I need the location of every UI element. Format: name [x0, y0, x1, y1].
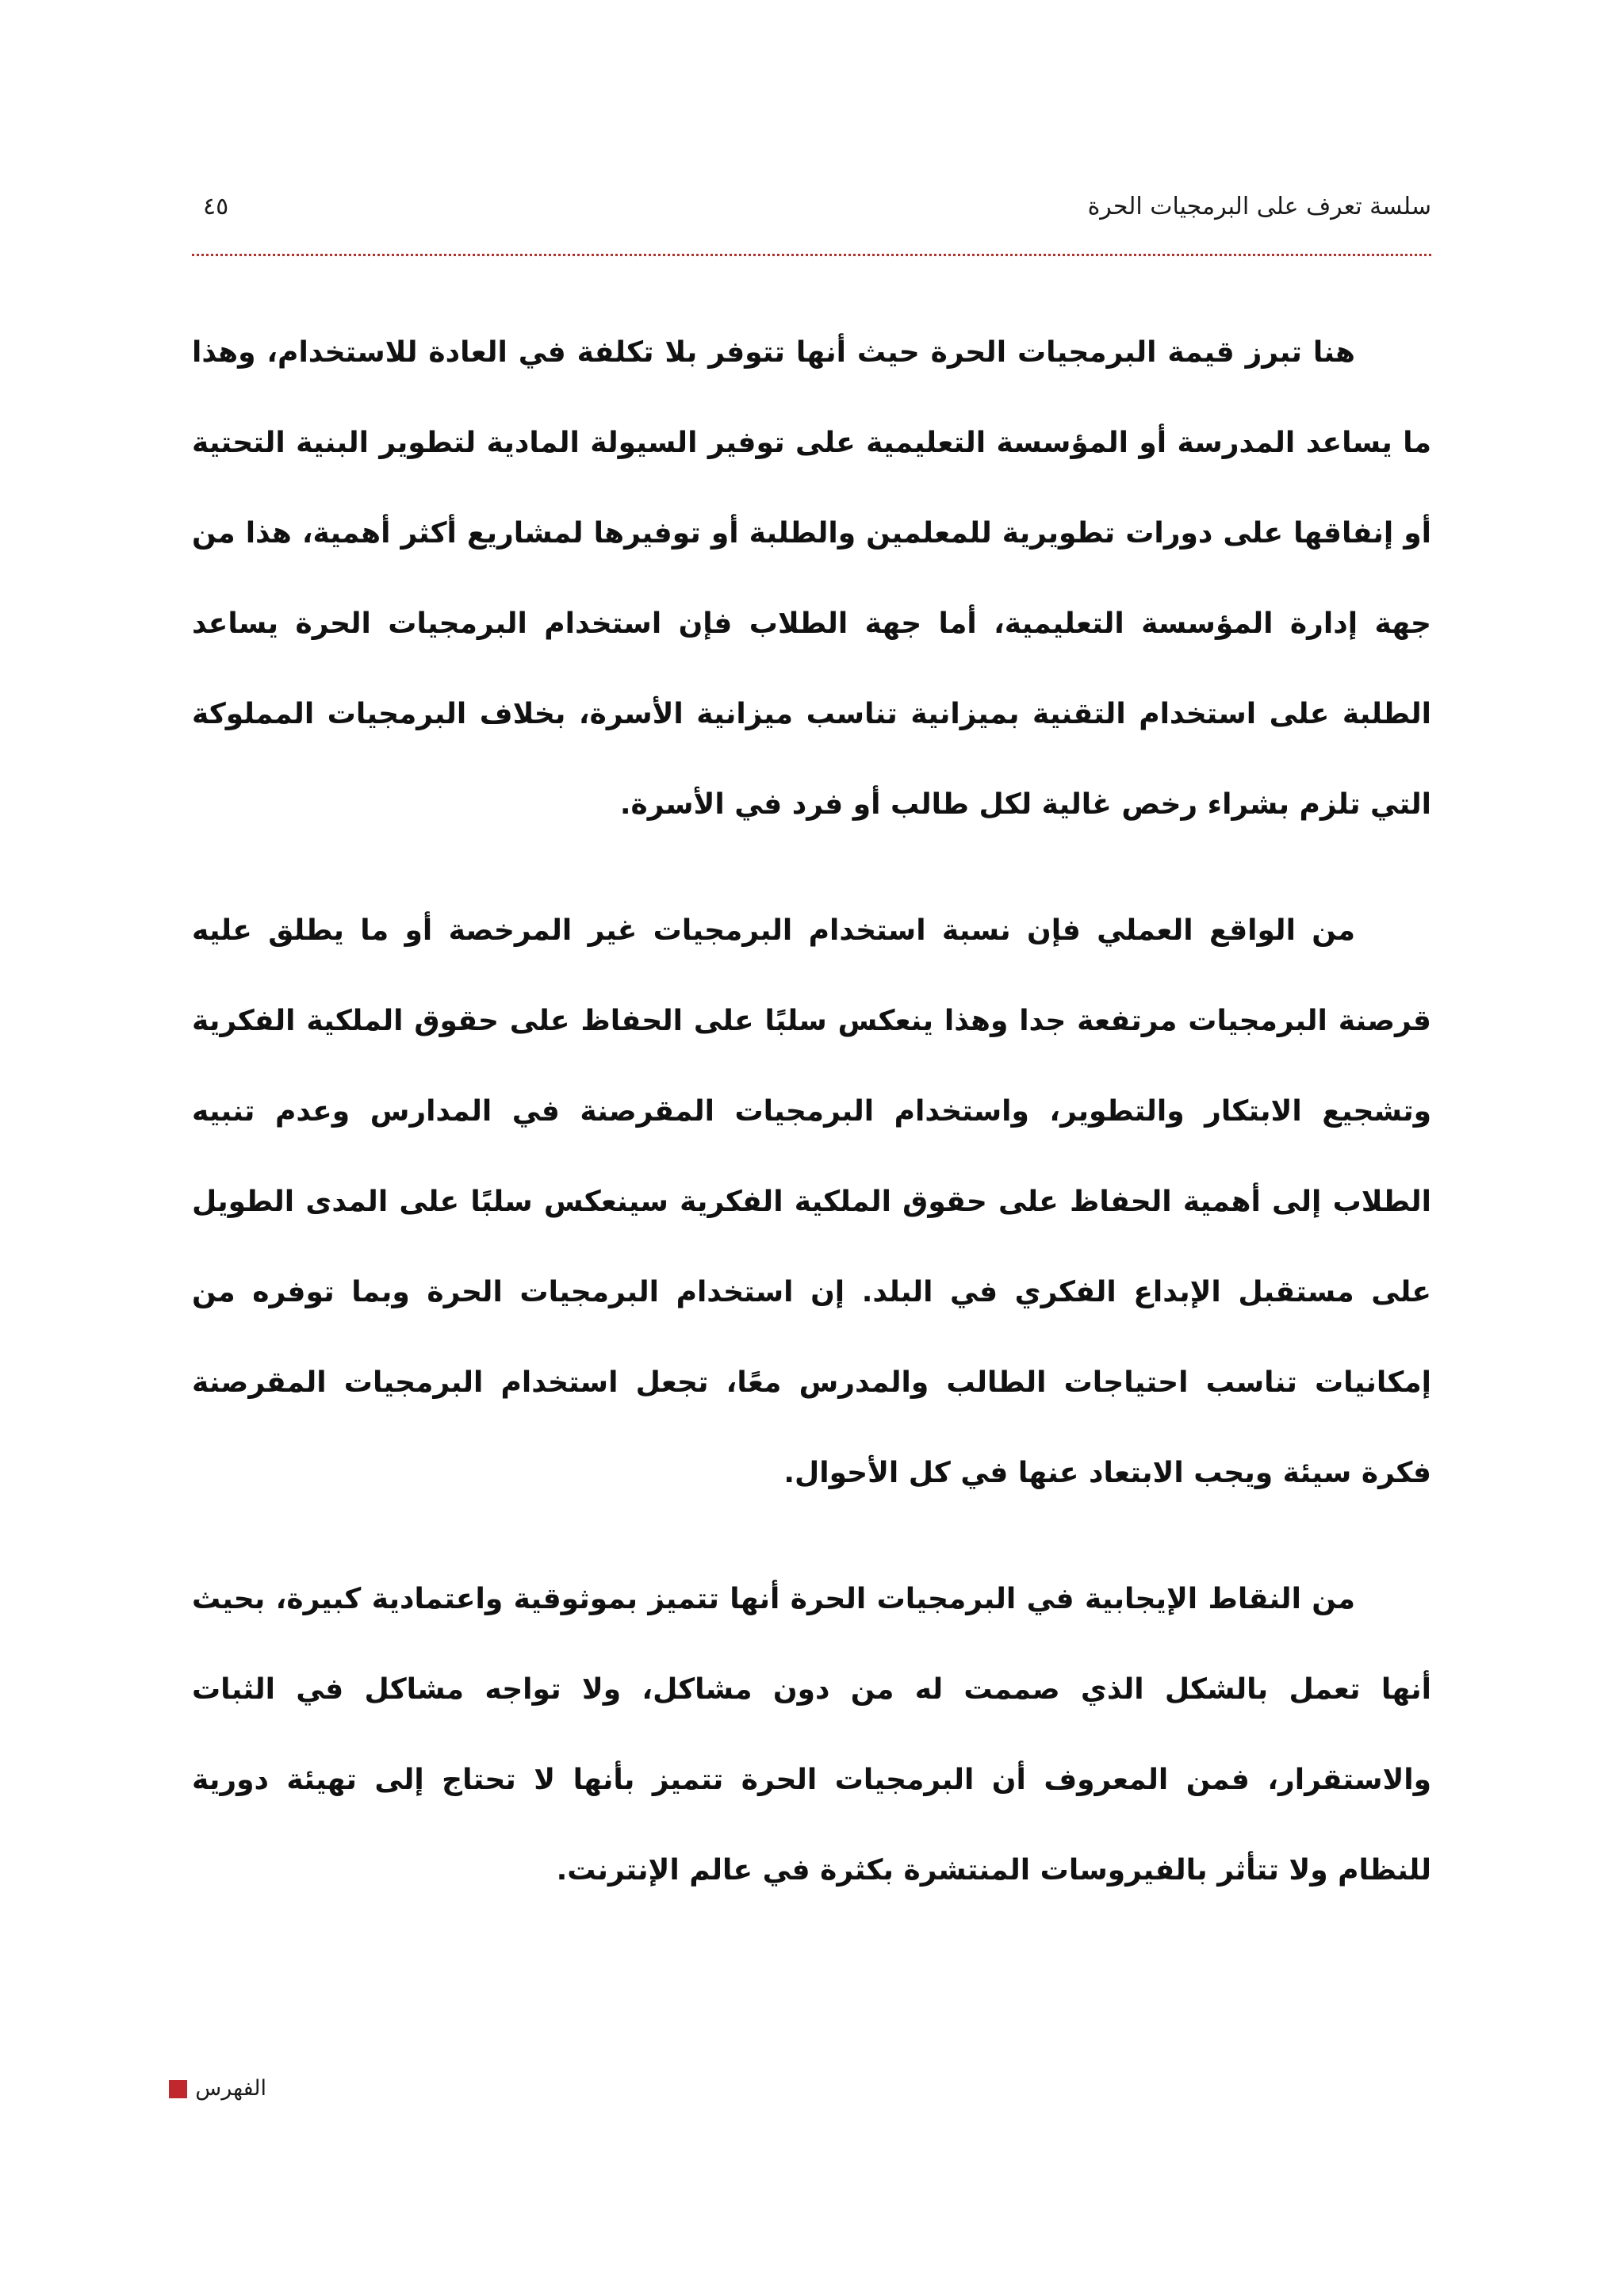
- paragraph-1: هنا تبرز قيمة البرمجيات الحرة حيث أنها تتوفر بلا تكلفة في العادة للاستخدام، وهذا ما يساعد المدرسة أو المؤسسة التعليمية على توفير السيولة المادية لتطوير البنية التحتية أو إنفاقها على دورات تطويرية للمعلمين والطلبة أو توفيرها لمشاريع أكثر أهمية، هذا من جهة إدارة المؤسسة التعليمية، أما جهة الطلاب فإن استخدام البرمجيات الحرة يساعد الطلبة على استخدام التقنية بميزانية تناسب ميزانية الأسرة، بخلاف البرمجيات المملوكة التي تلزم بشراء رخص غالية لكل طالب أو فرد في الأسرة.: [192, 336, 1431, 821]
- header-title: سلسة تعرف على البرمجيات الحرة: [1087, 193, 1431, 220]
- page-number: ٤٥: [203, 193, 229, 220]
- index-label[interactable]: الفهرس: [195, 2076, 266, 2101]
- paragraph-2: من الواقع العملي فإن نسبة استخدام البرمجيات غير المرخصة أو ما يطلق عليه قرصنة البرمجيات مرتفعة جدا وهذا ينعكس سلبًا على الحفاظ على حقوق الملكية الفكرية وتشجيع الابتكار والتطوير، واستخدام البرمجيات المقرصنة في المدارس وعدم تنبيه الطلاب إلى أهمية الحفاظ على حقوق الملكية الفكرية سينعكس سلبًا على المدى الطويل على مستقبل الإبداع الفكري في البلد. إن استخدام البرمجيات الحرة وبما توفره من إمكانيات تناسب احتياجات الطالب والمدرس معًا، تجعل استخدام البرمجيات المقرصنة فكرة سيئة ويجب الابتعاد عنها في كل الأحوال.: [192, 914, 1431, 1489]
- body-text: [192, 308, 1431, 1952]
- square-icon: [169, 2080, 187, 2098]
- header-divider: [192, 254, 1431, 256]
- paragraph-3: من النقاط الإيجابية في البرمجيات الحرة أنها تتميز بموثوقية واعتمادية كبيرة، بحيث أنها تعمل بالشكل الذي صممت له من دون مشاكل، ولا تواجه مشاكل في الثبات والاستقرار، فمن المعروف أن البرمجيات الحرة تتميز بأنها لا تحتاج إلى تهيئة دورية للنظام ولا تتأثر بالفيروسات المنتشرة بكثرة في عالم الإنترنت.: [192, 1583, 1431, 1887]
- page-header: [192, 189, 1431, 236]
- index-link[interactable]: [169, 2073, 266, 2105]
